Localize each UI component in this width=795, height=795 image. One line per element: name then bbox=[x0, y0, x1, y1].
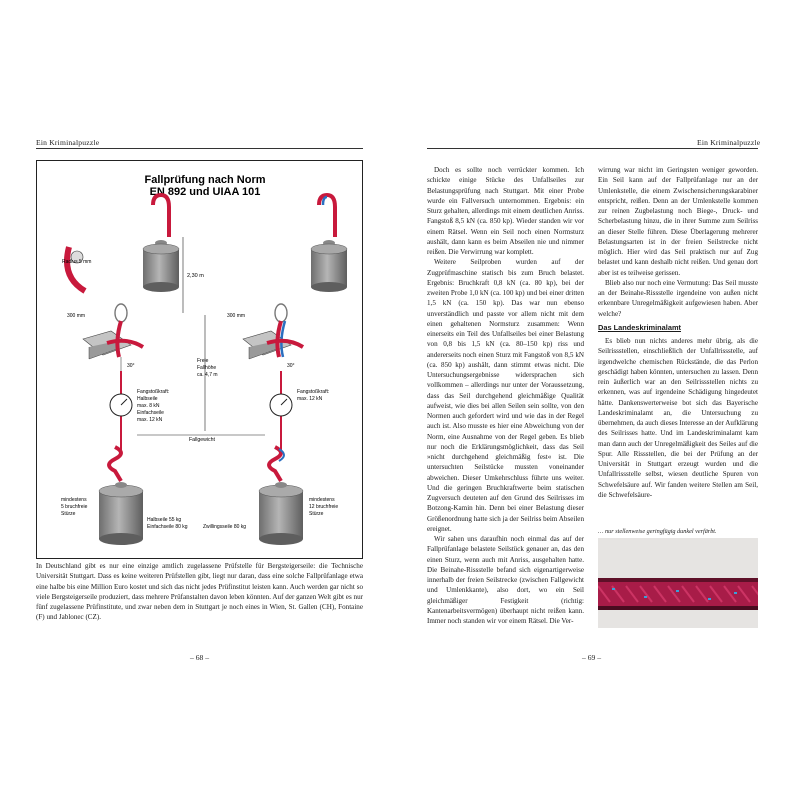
right-header-rule bbox=[427, 148, 758, 149]
left-page-paragraph: In Deutschland gibt es nur eine einzige amtlich zugelassene Prüfstelle für Bergsteigerseile: die Technische Universität Stuttgart. Dass es keine weiteren Prüfstellen gibt, liegt nur daran, dass eine solche Fallprüfanlage etwa eine halbe bis eine Million Euro kostet und sich das nicht jedes Prüfinstitut leisten kann. Auch werden gar nicht so viele Bergsteigerseile produziert, dass mehrere Prüfanstalten davon leben könnten. Auf der ganzen Welt gibt es nur fünf zugelassene Prüfinstitute, und zwar neben dem in Stuttgart je noch eines in Wien, St. Gallen (CH), Fontaine (F) und Jablonec (CZ). bbox=[36, 562, 363, 622]
photo-caption: … nur stellenweise geringfügig dunkel verfärbt. bbox=[598, 528, 717, 535]
left-header-rule bbox=[36, 148, 363, 149]
right-min-3: Stürze bbox=[309, 511, 324, 517]
fangkraft-right-1: Fangstoßkraft: bbox=[297, 389, 330, 395]
fangkraft-left-1: Fangstoßkraft: bbox=[137, 389, 170, 395]
right-paragraph-1: wirrung war nicht im Geringsten weniger geworden. Ein Seil kann auf der Fallprüfanlage nur an der Umlenkstelle, die einem Zwischensicherungskarabiner entspricht, reißen. Denn an der Umlenkstelle kommen zur reinen Zugbelastung noch Biege-, Druck- und Scherbelastung hinzu, die in ihrer Summe zum Seilriss an dieser Stelle führen. Diese Überlagerung mehrerer Belastungsarten ist in der freien Seilstrecke nicht möglich. Hier wird das Seil praktisch nur auf Zug belastet und kann deshalb nicht reißen. Und genau dort aber ist es teilweise gerissen. bbox=[598, 166, 758, 277]
fangkraft-left-4: Einfachseile bbox=[137, 410, 164, 416]
radius-inset bbox=[62, 247, 91, 291]
force-gauge-left bbox=[110, 371, 132, 451]
bottom-weight-left bbox=[99, 482, 143, 545]
force-gauge-right bbox=[270, 371, 292, 451]
ca47-label: ca. 4,7 m bbox=[197, 372, 218, 378]
middle-paragraph-1: Doch es sollte noch verrückter kommen. Ich schickte einige Stücke des Unfallseiles zur Belastungsprüfung nach Stuttgart. Mit einer Probe wurde ein Fallversuch unternommen. Ergebnis: ein Sturz gehalten, allerdings mit einem deutlichen Anriss. Fangstoß 8,5 kN (ca. 850 kp). Wieder standen wir vor einem Rätsel. Wenn ein Seil noch einen Normsturz aushält, dann kann es beim Abseilen nie und nimmer reißen. Die Verwirrung war komplett. bbox=[427, 166, 584, 256]
left-anchor bbox=[83, 304, 143, 371]
fallgewicht-label: Fallgewicht bbox=[189, 437, 215, 443]
left-min-2: 5 bruchfreie bbox=[61, 504, 88, 510]
fangkraft-right-2: max. 12 kN bbox=[297, 396, 323, 402]
fall-test-figure bbox=[36, 160, 363, 559]
figure-title-2: EN 892 und UIAA 101 bbox=[149, 186, 261, 198]
right-page-number: – 69 – bbox=[582, 653, 601, 662]
radius-label: Radius 5 mm bbox=[62, 259, 92, 265]
right-column bbox=[598, 165, 758, 500]
mm300-left-label: 300 mm bbox=[67, 313, 86, 319]
rope-photo-image bbox=[598, 538, 758, 628]
section-heading: Das Landeskriminalamt bbox=[598, 322, 681, 332]
knot-right bbox=[269, 447, 281, 481]
deg30-right-label: 30° bbox=[287, 363, 295, 369]
fall-test-diagram bbox=[37, 161, 364, 560]
right-min-1: mindestens bbox=[309, 497, 335, 503]
height-230-label: 2,30 m bbox=[187, 273, 204, 279]
right-header: Ein Kriminalpuzzle bbox=[697, 138, 761, 147]
fangkraft-left-3: max. 8 kN bbox=[137, 403, 160, 409]
twin-weight-1: Zwillingsseile 80 kg bbox=[203, 524, 247, 530]
left-min-3: Stürze bbox=[61, 511, 76, 517]
right-paragraph-3: Es blieb nun nichts anderes mehr übrig, als die Seilrissstellen, einschließlich der Unfallrissstelle, auf irgendwelche chemischen Rückstände, die das Perlon geschädigt haben könnten, untersuchen zu lassen. Denn rein äußerlich war an den Seilrissstellen nichts zu erkennen, was auf irgendeine Schädigung hingedeutet hätte. Dankenswerterweise bot sich das Bayerische Landeskriminalamt an, die Untersuchung zu übernehmen, da auch dieses Interesse an der Aufklärung des Seilrisses hatte. Und im Landeskriminalamt kam man dann auch der Unregelmäßigkeit des Seiles auf die Spur. Alle Rissstellen, die bei der Prüfung an der Universität in Stuttgart erzeugt wurden und die Unfallrissstelle selbst, wiesen deutliche Spuren von Schwefelsäure auf. Wir fanden weitere Stellen am Seil, die Schwefelsäure- bbox=[598, 337, 758, 499]
fallhoehe-label: Fallhöhe bbox=[197, 365, 217, 371]
rope-photo bbox=[598, 538, 758, 628]
left-header: Ein Kriminalpuzzle bbox=[36, 138, 100, 147]
middle-paragraph-3: Wir sahen uns daraufhin noch einmal das auf der Fallprüfanlage belastete Seilstück genauer an, das den einen Sturz, wenn auch mit Anriss, ausgehalten hatte. Die Beinahe-Rissstelle befand sich eigenartigerweise innerhalb der freien Seilstrecke (zwischen Fallgewicht und Umlenkkante), also dort, wo ein Seil gleichmäßiger Festigkeit (richtig: Kantenarbeitsvermögen) überhaupt nicht reißen kann. Immer noch standen wir vor einem Rätsel. Die Ver- bbox=[427, 535, 584, 625]
middle-column bbox=[427, 165, 584, 626]
bottom-weight-right bbox=[259, 482, 303, 545]
deg30-left-label: 30° bbox=[127, 363, 135, 369]
right-anchor bbox=[243, 304, 303, 359]
right-paragraph-2: Blieb also nur noch eine Vermutung: Das Seil musste an der Beinahe-Rissstelle irgendeine von außen nicht erkennbare Unregelmäßigkeit aufgewiesen haben. Aber welche? bbox=[598, 278, 758, 318]
figure-title-1: Fallprüfung nach Norm bbox=[144, 174, 266, 186]
mm300-right-label: 300 mm bbox=[227, 313, 246, 319]
top-weight-right bbox=[311, 195, 347, 292]
left-min-1: mindestens bbox=[61, 497, 87, 503]
fangkraft-left-2: Halbseile bbox=[137, 396, 158, 402]
half-weight-2: Einfachseile 80 kg bbox=[147, 524, 188, 530]
freie-label: Freie bbox=[197, 358, 209, 364]
middle-paragraph-2: Weitere Seilproben wurden auf der Zugprüfmaschine statisch bis zum Bruch belastet. Ergebnis: Bruchkraft 0,8 kN (ca. 80 kp), bei der zweiten Probe 1,0 kN (ca. 100 kp) und bei einer dritten 1,5 kN (ca. 150 kp). Das war nun ebenso unverständlich und passte vor allem nicht mit dem einen gehaltenen Normsturz zusammen: Wenn einerseits ein Teil des Unfallseiles bei einer Belastung von 0,8 bis 1,5 kN (ca. 80–150 kp) riss und andererseits noch einen Sturz mit Fangstoß von 8,5 kN (ca. 850 kp) aushält, dann stimmt etwas nicht. Die Untersuchungsergebnisse widersprachen sich vollkommen – allerdings nur unter der Voraussetzung, dass das Seil durchgehend gleichmäßige Qualität aufweist, wie dies bei allen Seilen sein sollte, von den Normen auch gefordert wird und wie das in der Regel auch ist. Also musste es hier eine Abweichung von der Norm, eine Ausnahme von der Regel geben. Es blieb nur noch die Erklärungsmöglichkeit, dass das Seil »nicht durchgehend gleichmäßig fest« ist. Die untersuchten Seilstücke mussten voneinander abweichen. Dieser Umkehrschluss führte uns weiter. Und die geringen Bruchkraftwerte beim statischen Zugversuch deuteten auf den Grund des Seilrisses im Botzong-Kamin hin. Denn bei einer Belastung dieser Größenordnung hatte sich ja der Seilriss beim Abseilen ereignet. bbox=[427, 258, 584, 533]
fangkraft-left-5: max. 12 kN bbox=[137, 417, 163, 423]
left-page-number: – 68 – bbox=[190, 653, 209, 662]
half-weight-1: Halbseile 55 kg bbox=[147, 517, 182, 523]
right-min-2: 12 bruchfreie bbox=[309, 504, 339, 510]
top-weight-left bbox=[143, 195, 179, 292]
knot-left bbox=[109, 447, 121, 481]
